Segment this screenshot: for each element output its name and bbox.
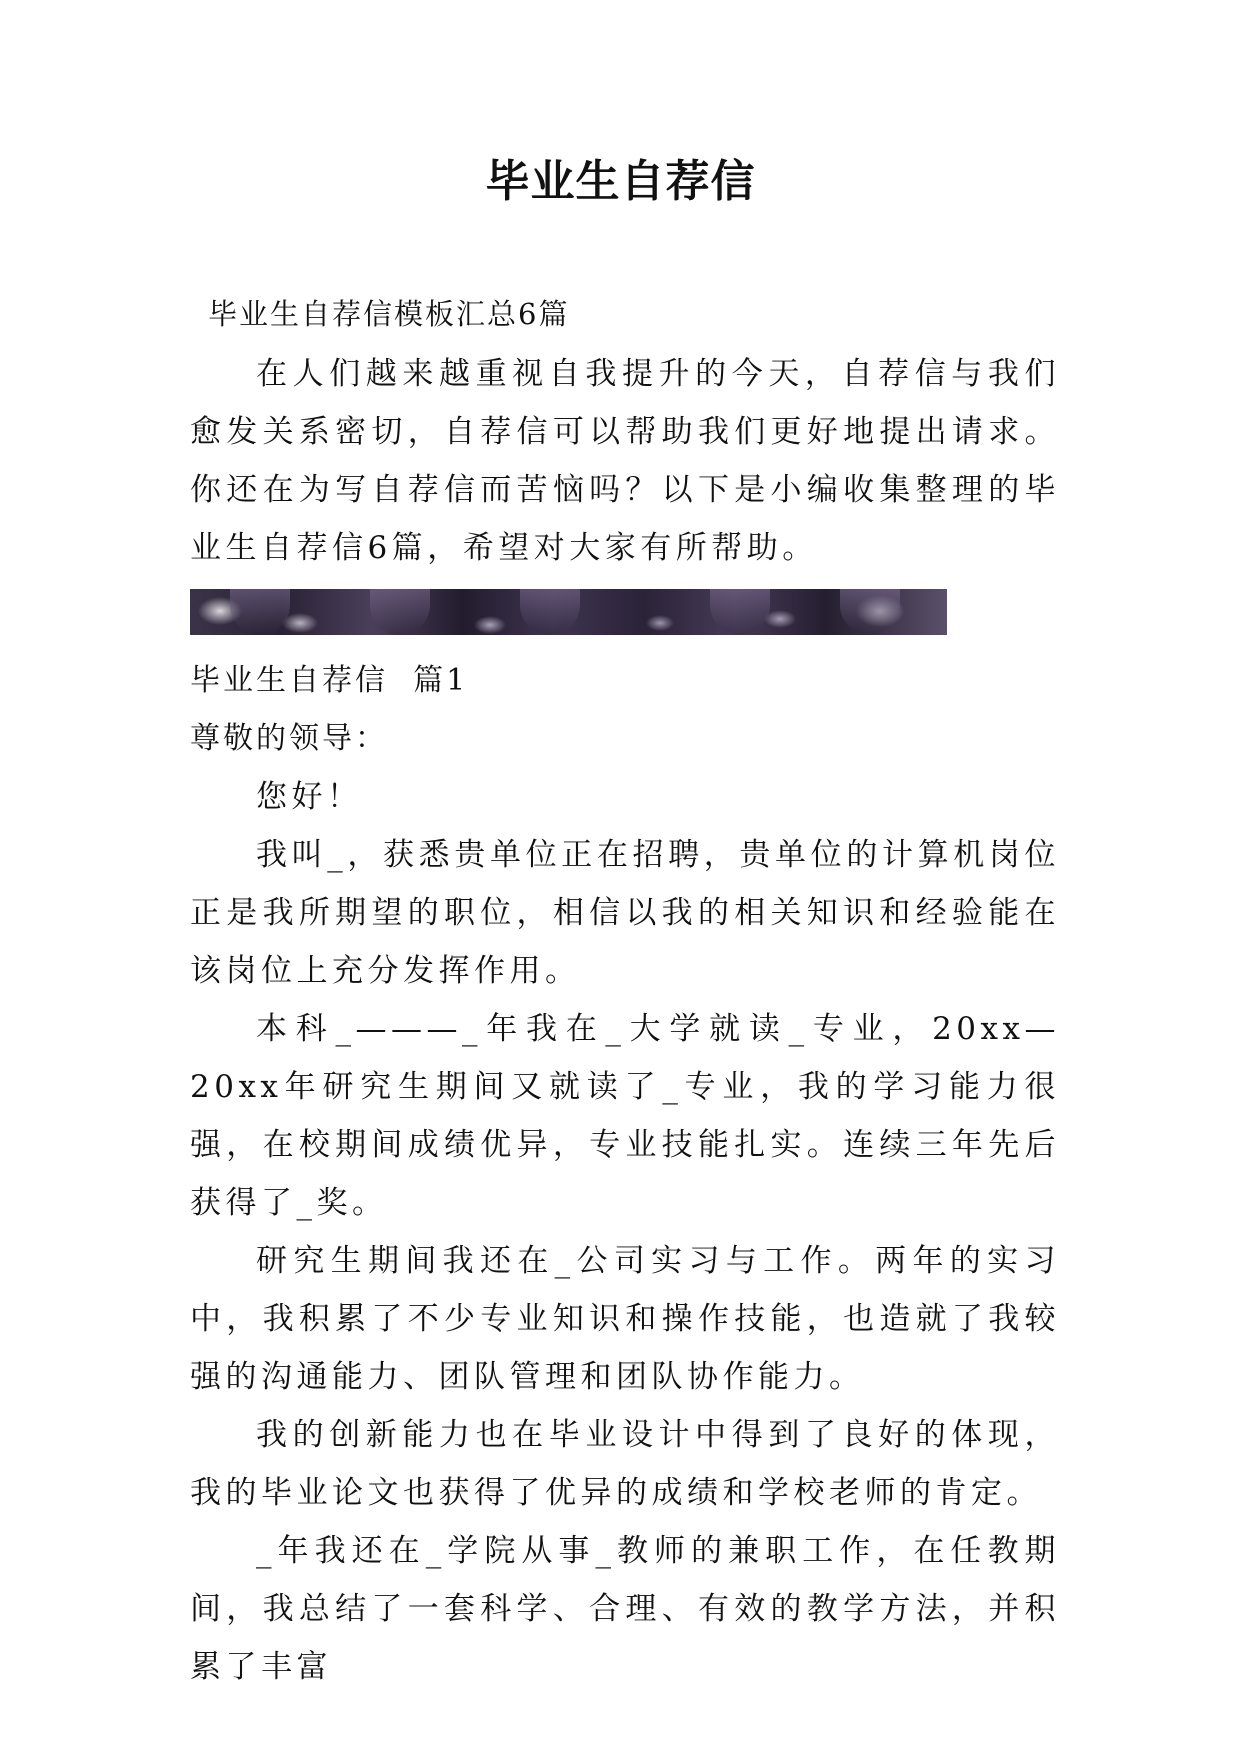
letter-paragraph: _年我还在_学院从事_教师的兼职工作，在任教期间，我总结了一套科学、合理、有效的教学方法，并积累了丰富 [190, 1533, 1060, 1685]
document-title: 毕业生自荐信 [485, 156, 756, 207]
letter-paragraph: 我叫_，获悉贵单位正在招聘，贵单位的计算机岗位正是我所期望的职位，相信以我的相关知识和经验能在该岗位上充分发挥作用。 [190, 837, 1060, 989]
graduates-banner-image [190, 589, 947, 635]
section-title: 毕业生自荐信 篇1 [190, 663, 469, 698]
letter-paragraph: 研究生期间我还在_公司实习与工作。两年的实习中，我积累了不少专业知识和操作技能，也造就了我较强的沟通能力、团队管理和团队协作能力。 [190, 1243, 1060, 1395]
intro-paragraph: 在人们越来越重视自我提升的今天，自荐信与我们愈发关系密切，自荐信可以帮助我们更好地提出请求。你还在为写自荐信而苦恼吗？以下是小编收集整理的毕业生自荐信6篇，希望对大家有所帮助。 [190, 356, 1060, 566]
document-subtitle: 毕业生自荐信模板汇总6篇 [208, 297, 570, 331]
salutation: 尊敬的领导： [190, 721, 388, 756]
document-body [190, 287, 1060, 1696]
letter-paragraph: 您好！ [256, 779, 363, 815]
letter-paragraph: 本科_———_年我在_大学就读_专业，20xx—20xx年研究生期间又就读了_专业，我的学习能力很强，在校期间成绩优异，专业技能扎实。连续三年先后获得了_奖。 [190, 1011, 1060, 1221]
letter-paragraph: 我的创新能力也在毕业设计中得到了良好的体现，我的毕业论文也获得了优异的成绩和学校老师的肯定。 [190, 1417, 1060, 1511]
